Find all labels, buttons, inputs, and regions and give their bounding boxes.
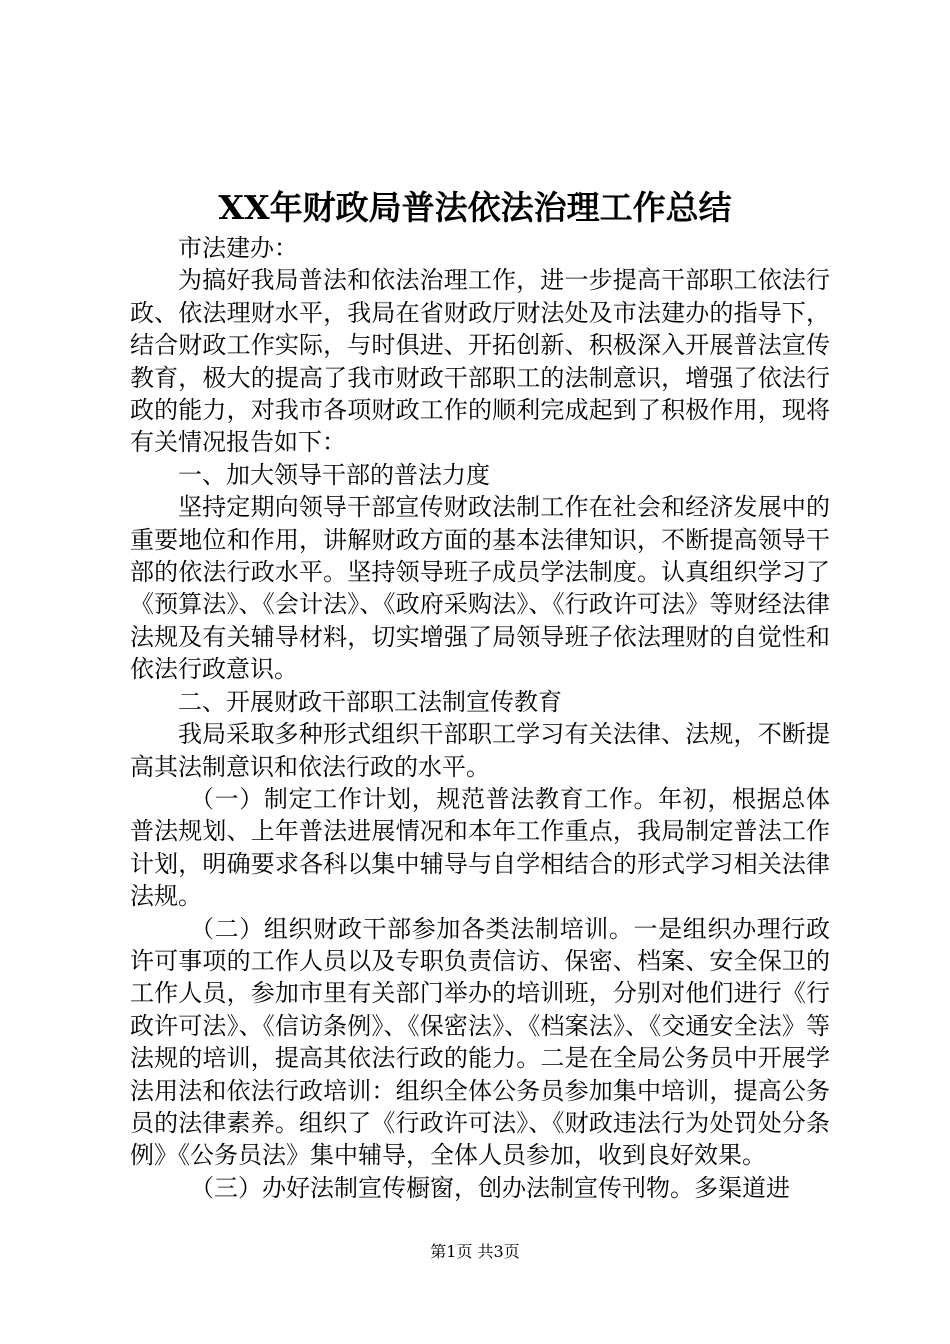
- section-heading-2: 二、开展财政干部职工法制宣传教育: [178, 687, 562, 716]
- intro-paragraph: 为搞好我局普法和依法治理工作，进一步提高干部职工依法行政、依法理财水平，我局在省财政厅财法处及市法建办的指导下，结合财政工作实际，与时俱进、开拓创新、积极深入开展普法宣传教育，极大的提高了我市财政干部职工的法制意识，增强了依法行政的能力，对我市各项财政工作的顺利完成起到了积极作用，现将有关情况报告如下：: [130, 266, 830, 457]
- section-1-paragraph: 坚持定期向领导干部宣传财政法制工作在社会和经济发展中的重要地位和作用，讲解财政方面的基本法律知识，不断提高领导干部的依法行政水平。坚持领导班子成员学法制度。认真组织学习了《预算法》、《会计法》、《政府采购法》、《行政许可法》等财经法律法规及有关辅导材料，切实增强了局领导班子依法理财的自觉性和依法行政意识。: [130, 493, 830, 684]
- section-2-paragraph: 我局采取多种形式组织干部职工学习有关法律、法规，不断提高其法制意识和依法行政的水平。: [130, 720, 830, 781]
- page-footer: 第1页 共3页: [430, 1242, 520, 1261]
- document-title: XX年财政局普法依法治理工作总结: [218, 188, 732, 227]
- subsection-3-paragraph: （三）办好法制宣传橱窗，创办法制宣传刊物。多渠道进: [190, 1173, 790, 1202]
- subsection-2-paragraph: （二）组织财政干部参加各类法制培训。一是组织办理行政许可事项的工作人员以及专职负责信访、保密、档案、安全保卫的工作人员，参加市里有关部门举办的培训班，分别对他们进行《行政许可法》、《信访条例》、《保密法》、《档案法》、《交通安全法》等法规的培训，提高其依法行政的能力。二是在全局公务员中开展学法用法和依法行政培训：组织全体公务员参加集中培训，提高公务员的法律素养。组织了《行政许可法》、《财政违法行为处罚处分条例》《公务员法》集中辅导，全体人员参加，收到良好效果。: [130, 914, 830, 1170]
- salutation: 市法建办：: [178, 234, 298, 262]
- section-heading-1: 一、加大领导干部的普法力度: [178, 460, 490, 489]
- document-body: [130, 232, 830, 1204]
- subsection-1-paragraph: （一）制定工作计划，规范普法教育工作。年初，根据总体普法规划、上年普法进展情况和本年工作重点，我局制定普法工作计划，明确要求各科以集中辅导与自学相结合的形式学习相关法律法规。: [130, 784, 830, 911]
